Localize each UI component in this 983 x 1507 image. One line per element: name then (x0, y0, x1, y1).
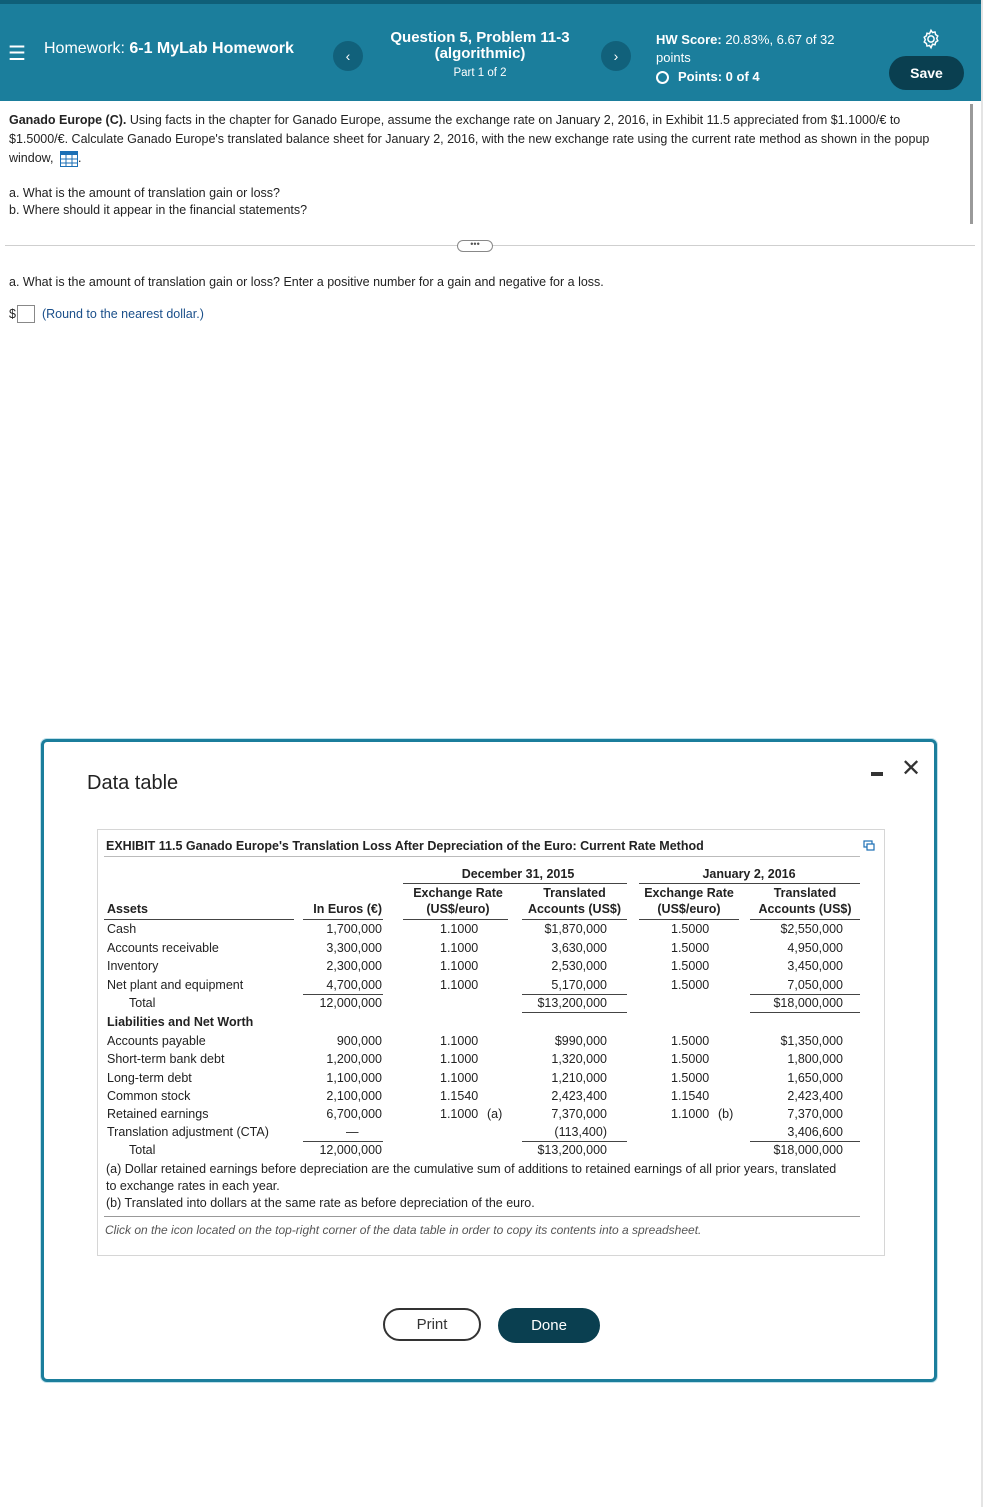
row-label: Short-term bank debt (107, 1052, 225, 1066)
rule (522, 1141, 627, 1142)
chevron-left-icon: ‹ (345, 48, 351, 64)
scrollbar[interactable] (970, 104, 973, 224)
cell-rate-jan: 1.5000 (671, 1034, 710, 1048)
cell-trans-jan: 3,406,600 (787, 1125, 843, 1139)
rule (303, 919, 383, 920)
cell-trans-jan: $1,350,000 (780, 1034, 843, 1048)
col-euros: In Euros (€) (313, 902, 382, 916)
group-header-dec-2015: December 31, 2015 (461, 867, 575, 881)
rule (303, 1141, 383, 1142)
cell-rate-dec: 1.1000 (440, 941, 479, 955)
copy-instructions: Click on the icon located on the top-right corner of the data table in order to copy its contents into a spreadsheet. (105, 1223, 702, 1237)
print-button[interactable]: Print (383, 1308, 481, 1341)
question-number: Question 5, Problem 11-3 (algorithmic) (390, 29, 570, 62)
modal-title: Data table (87, 772, 179, 794)
cell-rate-jan: 1.5000 (671, 922, 710, 936)
cell-rate-jan: 1.5000 (671, 978, 710, 992)
rounding-note: (Round to the nearest dollar.) (41, 307, 204, 321)
col-trans-unit-jan: Accounts (US$) (758, 902, 852, 916)
assets-total-dec: $13,200,000 (537, 996, 607, 1010)
top-bar (0, 0, 983, 101)
exhibit-title: EXHIBIT 11.5 Ganado Europe's Translation Loss After Depreciation of the Euro: Current Rate Method (106, 839, 704, 853)
col-trans-jan: Translated (773, 886, 837, 900)
copy-icon[interactable] (863, 840, 875, 851)
cell-trans-jan: 7,370,000 (787, 1107, 843, 1121)
col-rate-unit-dec: (US$/euro) (426, 902, 490, 916)
exhibit-table (97, 829, 885, 1256)
liabilities-total-euros: 12,000,000 (319, 1143, 382, 1157)
rule (750, 919, 860, 920)
data-table-modal (41, 739, 937, 1382)
cell-euros: 4,700,000 (326, 978, 382, 992)
cell-trans-dec: 3,630,000 (551, 941, 607, 955)
col-rate-jan: Exchange Rate (644, 886, 734, 900)
rule (522, 919, 627, 920)
note-a: (a) Dollar retained earnings before depreciation are the cumulative sum of additions to retained earnings of all prior years, translated to exchange rates in each year. (106, 1162, 837, 1193)
homework-title (44, 39, 294, 58)
close-icon[interactable]: ✕ (901, 755, 922, 782)
rule (639, 919, 739, 920)
cell-trans-dec: 7,370,000 (551, 1107, 607, 1121)
cell-rate-dec: 1.1000 (440, 922, 479, 936)
cell-trans-dec: 5,170,000 (551, 978, 607, 992)
points-value: Points: 0 of 4 (678, 69, 760, 84)
cell-rate-jan: 1.5000 (671, 1071, 710, 1085)
col-trans-unit-dec: Accounts (US$) (527, 902, 622, 916)
cell-rate-jan: 1.5000 (671, 941, 710, 955)
note-b: (b) Translated into dollars at the same rate as before depreciation of the euro. (106, 1196, 535, 1210)
col-assets: Assets (107, 902, 148, 916)
hw-score (656, 31, 866, 86)
cell-trans-jan: $2,550,000 (780, 922, 843, 936)
homework-name: 6-1 MyLab Homework (129, 40, 294, 57)
col-trans-dec: Translated (543, 886, 606, 900)
liabilities-total-jan: $18,000,000 (773, 1143, 843, 1157)
cell-euros: — (346, 1125, 359, 1139)
answer-input[interactable] (17, 305, 35, 323)
row-label: Long-term debt (107, 1071, 192, 1085)
question-title (380, 30, 580, 79)
cell-rate-dec: 1.1000 (440, 1052, 479, 1066)
rule (750, 1012, 860, 1013)
row-label: Accounts receivable (107, 941, 219, 955)
cell-euros: 1,700,000 (326, 922, 382, 936)
answer-row (9, 305, 204, 323)
homework-label: Homework: (44, 40, 125, 57)
cell-trans-jan: 7,050,000 (787, 978, 843, 992)
row-label: Retained earnings (107, 1107, 209, 1121)
circle-icon (656, 71, 669, 84)
cell-trans-dec: (113,400) (554, 1125, 607, 1139)
rule (639, 883, 860, 884)
chevron-right-icon: › (613, 48, 619, 64)
row-label: Accounts payable (107, 1034, 206, 1048)
cell-rate-dec: 1.1000 (440, 1107, 479, 1121)
cell-euros: 3,300,000 (326, 941, 382, 955)
gear-icon[interactable] (920, 28, 942, 50)
cell-euros: 1,200,000 (326, 1052, 382, 1066)
sub-question-b: b. Where should it appear in the financial statements? (9, 203, 308, 217)
sub-question-a: a. What is the amount of translation gain or loss? (9, 186, 280, 200)
cell-trans-dec: 2,423,400 (551, 1089, 607, 1103)
liabilities-header: Liabilities and Net Worth (107, 1015, 254, 1029)
rule (104, 919, 294, 920)
cell-euros: 900,000 (336, 1034, 382, 1048)
row-label: Cash (107, 922, 137, 936)
company-name: Ganado Europe (C). (9, 113, 127, 127)
rule (522, 1012, 627, 1013)
cell-trans-jan: 2,423,400 (787, 1089, 843, 1103)
cell-trans-dec: 1,210,000 (551, 1071, 607, 1085)
cell-trans-jan: 4,950,000 (787, 941, 843, 955)
row-label: Inventory (107, 959, 159, 973)
group-header-jan-2016: January 2, 2016 (702, 867, 796, 881)
cell-rate-dec: 1.1540 (440, 1089, 479, 1103)
answer-prompt: a. What is the amount of translation gain or loss? Enter a positive number for a gain and negative for a loss. (9, 275, 604, 289)
cell-euros: 1,100,000 (326, 1071, 382, 1085)
question-part: Part 1 of 2 (453, 67, 507, 79)
liabilities-total-dec: $13,200,000 (537, 1143, 607, 1157)
cell-trans-dec: 1,320,000 (551, 1052, 607, 1066)
cell-trans-dec: 2,530,000 (551, 959, 607, 973)
rule (303, 994, 383, 995)
previous-question-button[interactable] (333, 41, 363, 71)
menu-icon[interactable]: ☰ (8, 43, 26, 65)
data-table-icon[interactable] (60, 151, 78, 167)
rule (750, 1141, 860, 1142)
cell-euros: 6,700,000 (326, 1107, 382, 1121)
done-button[interactable]: Done (498, 1308, 600, 1343)
question-body: Using facts in the chapter for Ganado Europe, assume the exchange rate on January 2, 2016, in Exhibit 11.5 appreciated from $1.1000/€ to $1.5000/€. Calculate Ganado Europe's translated balance sheet for January 2, 2016, with the new exchange rate using the current rate method as shown in the popup window, (9, 113, 930, 165)
row-label: Net plant and equipment (107, 978, 244, 992)
rule (522, 994, 627, 995)
cell-trans-jan: 3,450,000 (787, 959, 843, 973)
save-button[interactable]: Save (889, 56, 964, 90)
cell-trans-dec: $990,000 (554, 1034, 607, 1048)
expand-dots-button[interactable]: ••• (457, 240, 493, 252)
title-rule (104, 856, 860, 857)
assets-total-euros: 12,000,000 (319, 996, 382, 1010)
row-label: Common stock (107, 1089, 191, 1103)
assets-total-label: Total (129, 996, 156, 1010)
cell-rate-dec: 1.1000 (440, 1034, 479, 1048)
col-rate-unit-jan: (US$/euro) (657, 902, 721, 916)
next-question-button[interactable] (601, 41, 631, 71)
cell-rate-dec: 1.1000 (440, 978, 479, 992)
score-value: 20.83%, 6.67 of 32 points (656, 32, 835, 65)
minimize-icon[interactable] (871, 772, 883, 776)
cell-trans-dec: $1,870,000 (544, 922, 607, 936)
cell-rate-jan: 1.5000 (671, 1052, 710, 1066)
cell-euros: 2,300,000 (326, 959, 382, 973)
cell-trans-jan: 1,800,000 (787, 1052, 843, 1066)
col-rate-dec: Exchange Rate (413, 886, 503, 900)
cell-trans-jan: 1,650,000 (787, 1071, 843, 1085)
footer-rule (104, 1216, 860, 1217)
rule (750, 994, 860, 995)
cell-rate-dec: 1.1000 (440, 959, 479, 973)
table-notes (106, 1161, 846, 1212)
cell-rate-jan: 1.1540 (671, 1089, 710, 1103)
liabilities-total-label: Total (129, 1143, 156, 1157)
question-text (9, 111, 944, 168)
note-marker-b: (b) (718, 1107, 734, 1121)
currency-symbol: $ (9, 307, 16, 321)
cell-rate-jan: 1.5000 (671, 959, 710, 973)
cell-rate-jan: 1.1000 (671, 1107, 710, 1121)
row-label: Translation adjustment (CTA) (107, 1125, 269, 1139)
score-label: HW Score: (656, 32, 722, 47)
assets-total-jan: $18,000,000 (773, 996, 843, 1010)
question-end: . (77, 151, 82, 165)
rule (403, 919, 508, 920)
cell-euros: 2,100,000 (326, 1089, 382, 1103)
sub-questions (9, 185, 307, 219)
rule (403, 883, 627, 884)
note-marker-a: (a) (487, 1107, 503, 1121)
cell-rate-dec: 1.1000 (440, 1071, 479, 1085)
